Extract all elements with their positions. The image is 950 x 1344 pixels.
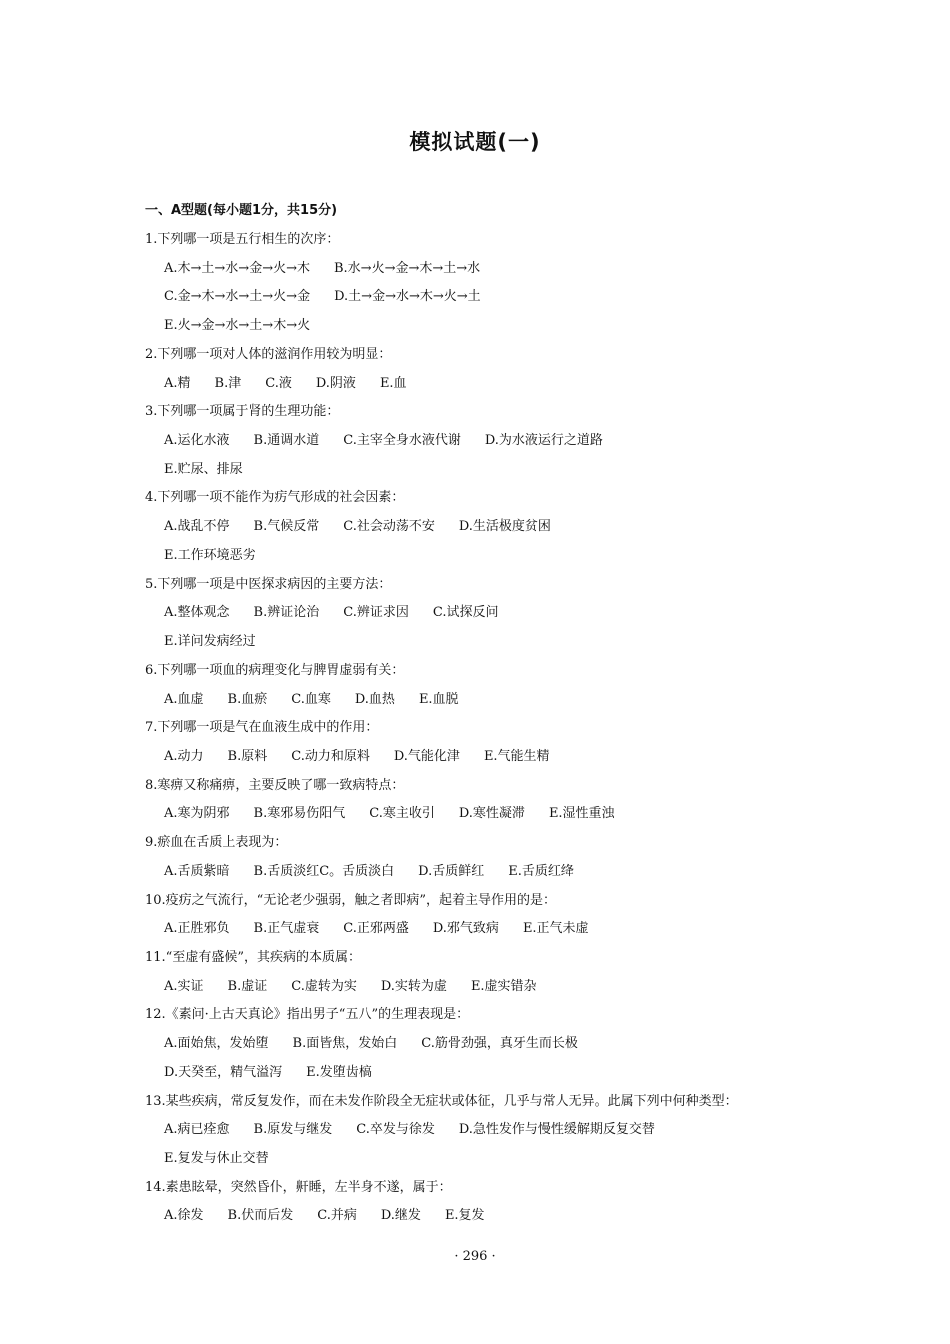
answer-option: E.贮尿、排尿 <box>164 461 243 477</box>
answer-option: A.运化水液 <box>164 433 230 449</box>
answer-option: B.辨证论治 <box>253 605 320 621</box>
answer-option: D.为水液运行之道路 <box>484 433 603 449</box>
answer-option: E.火→金→水→土→木→火 <box>164 318 311 334</box>
option-row <box>145 1116 845 1145</box>
answer-option: B.正气虚衰 <box>253 921 320 937</box>
answer-option: B.面皆焦，发始白 <box>292 1036 398 1052</box>
question-text: 1.下列哪一项是五行相生的次序： <box>145 232 340 247</box>
question-text: 5.下列哪一项是中医探求病因的主要方法： <box>145 576 392 592</box>
answer-option: B.水→火→金→木→土→水 <box>333 260 481 276</box>
answer-option: C.正邪两盛 <box>343 921 409 937</box>
answer-option: E.详问发病经过 <box>164 634 256 650</box>
question-text: 2.下列哪一项对人体的滋润作用较为明显： <box>145 346 392 362</box>
answer-option: D.生活极度贫困 <box>458 519 551 535</box>
answer-option: B.通调水道 <box>253 433 320 449</box>
question-list <box>145 226 845 1231</box>
question-text: 7.下列哪一项是气在血液生成中的作用： <box>145 720 379 736</box>
option-row <box>145 1145 845 1174</box>
answer-option: E.气能生精 <box>483 748 550 764</box>
answer-option: D.寒性凝滞 <box>458 806 525 822</box>
option-row <box>145 686 845 715</box>
option-row <box>145 743 845 772</box>
answer-option: A.战乱不停 <box>164 519 230 535</box>
answer-option: E.复发与休止交替 <box>164 1151 269 1166</box>
option-row <box>145 255 845 284</box>
option-row <box>145 456 845 485</box>
question-text: 14.素患眩晕，突然昏仆，鼾睡，左半身不遂，属于： <box>145 1179 452 1195</box>
answer-option: E.虚实错杂 <box>470 978 537 994</box>
answer-option: C.血寒 <box>291 691 331 707</box>
question-text: 11.“至虚有盛候”，其疾病的本质属： <box>145 949 361 965</box>
answer-option: A.血虚 <box>164 691 204 707</box>
answer-option: B.寒邪易伤阳气 <box>253 806 346 822</box>
answer-option: C.并病 <box>317 1208 357 1224</box>
section-header: 一、A型题(每小题1分，共15分) <box>145 203 338 218</box>
answer-option: D.土→金→水→木→火→土 <box>334 289 481 305</box>
answer-option: C.液 <box>265 375 292 391</box>
option-row <box>145 312 845 341</box>
answer-option: C.辨证求因 <box>343 605 409 621</box>
answer-option: A.精 <box>164 375 191 391</box>
answer-option: B.津 <box>214 375 242 391</box>
answer-option: A.面始焦，发始堕 <box>164 1036 269 1052</box>
answer-option: A.徐发 <box>164 1208 204 1224</box>
answer-option: C.卒发与徐发 <box>356 1122 435 1138</box>
answer-option: B.气候反常 <box>253 519 320 535</box>
page-number: · 296 · <box>454 1249 496 1264</box>
answer-option: E.血脱 <box>418 691 459 707</box>
question-text: 9.瘀血在舌质上表现为： <box>145 835 288 851</box>
answer-option: C.社会动荡不安 <box>343 519 435 535</box>
answer-option: D.天癸至，精气溢泻 <box>164 1064 283 1080</box>
question-text: 3.下列哪一项属于肾的生理功能： <box>145 404 340 420</box>
answer-option: C.试探反问 <box>432 605 499 621</box>
page-title: 模拟试题(一) <box>409 130 541 154</box>
answer-option: D.气能化津 <box>393 748 460 764</box>
option-row <box>145 1030 845 1059</box>
answer-option: B.原料 <box>227 748 268 764</box>
answer-option: D.实转为虚 <box>380 978 447 994</box>
answer-option: B.伏而后发 <box>227 1208 294 1224</box>
answer-option: A.整体观念 <box>164 605 230 621</box>
answer-option: C.金→木→水→土→火→金 <box>164 289 311 305</box>
question-text: 13.某些疾病，常反复发作，而在未发作阶段全无症状或体征，几乎与常人无异。此属下列中何种类型： <box>145 1093 738 1109</box>
answer-option: E.正气未虚 <box>522 921 589 937</box>
option-row <box>145 915 845 944</box>
option-row <box>145 1202 845 1231</box>
answer-option: E.工作环境恶劣 <box>164 547 256 563</box>
answer-option: C.虚转为实 <box>291 978 357 994</box>
answer-option: A.舌质紫暗 <box>164 863 230 879</box>
option-row <box>145 283 845 312</box>
answer-option: D.血热 <box>354 691 395 707</box>
answer-option: C.动力和原料 <box>291 748 370 764</box>
option-row <box>145 1059 845 1088</box>
question-text: 12.《素问·上古天真论》指出男子“五八”的生理表现是： <box>145 1007 470 1023</box>
answer-option: B.原发与继发 <box>253 1122 333 1138</box>
answer-option: D.邪气致病 <box>432 921 499 937</box>
option-row <box>145 628 845 657</box>
answer-option: C.主宰全身水液代谢 <box>343 433 461 449</box>
answer-option: A.正胜邪负 <box>164 921 230 937</box>
answer-option: E.发堕齿槁 <box>306 1064 372 1080</box>
option-row <box>145 599 845 628</box>
answer-option: E.舌质红绛 <box>508 863 574 879</box>
answer-option: E.湿性重浊 <box>548 806 615 822</box>
option-row <box>145 800 845 829</box>
answer-option: A.实证 <box>164 978 204 994</box>
answer-option: A.病已痊愈 <box>164 1122 230 1138</box>
answer-option: D.阴液 <box>315 375 356 391</box>
answer-option: A.木→土→水→金→火→木 <box>164 260 310 276</box>
option-row <box>145 370 845 399</box>
answer-option: A.动力 <box>164 748 204 764</box>
option-row <box>145 973 845 1002</box>
answer-option: E.血 <box>379 375 407 391</box>
answer-option: C.寒主收引 <box>369 806 435 822</box>
question-text: 6.下列哪一项血的病理变化与脾胃虚弱有关： <box>145 662 405 678</box>
answer-option: B.舌质淡红C。舌质淡白 <box>253 863 395 879</box>
answer-option: D.急性发作与慢性缓解期反复交替 <box>458 1122 655 1138</box>
question-text: 4.下列哪一项不能作为疠气形成的社会因素： <box>145 490 405 506</box>
answer-option: A.寒为阴邪 <box>164 806 230 822</box>
answer-option: D.继发 <box>380 1208 421 1224</box>
answer-option: B.虚证 <box>227 978 268 994</box>
answer-option: B.血瘀 <box>227 691 268 707</box>
answer-option: E.复发 <box>444 1208 485 1224</box>
option-row <box>145 513 845 542</box>
option-row <box>145 542 845 571</box>
question-text: 10.疫疠之气流行，“无论老少强弱，触之者即病”，起着主导作用的是： <box>145 892 556 908</box>
answer-option: C.筋骨劲强，真牙生而长极 <box>421 1036 578 1052</box>
answer-option: D.舌质鲜红 <box>418 863 485 879</box>
question-text: 8.寒痹又称痛痹，主要反映了哪一致病特点： <box>145 777 405 793</box>
option-row <box>145 427 845 456</box>
option-row <box>145 858 845 887</box>
